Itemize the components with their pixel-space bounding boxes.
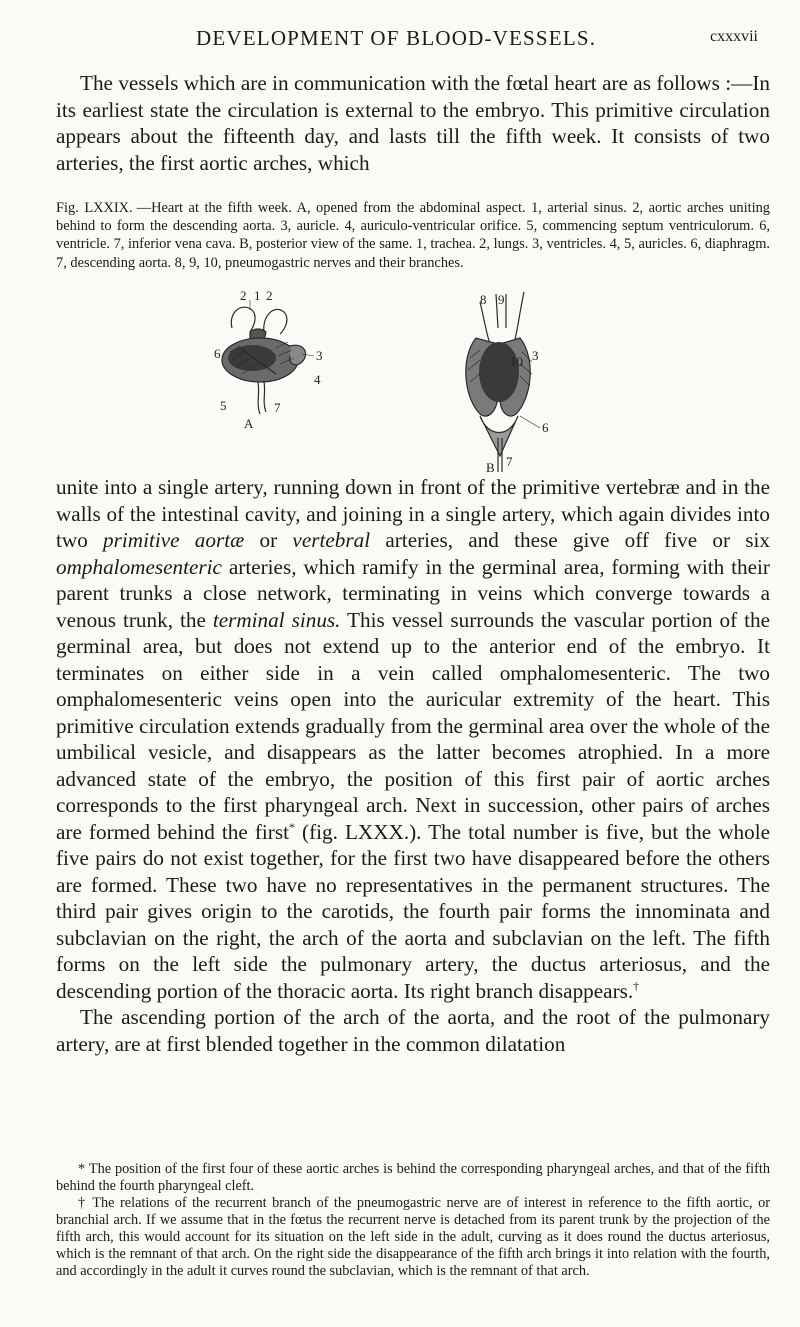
nerve-line-left (480, 302, 490, 344)
footnote-ref: † (633, 978, 640, 993)
running-head (0, 26, 800, 52)
heart-figure-a (222, 300, 314, 414)
lungs-shading (479, 342, 519, 402)
diaphragm-shape (480, 416, 518, 456)
text-run: This vessel surrounds the vascular portion of the germinal area, but does not extend up to the anterior end of the embryo. It terminates on either side in a vein called omphalomesenteric. The two omphalomesenteric veins open into the auricular extremity of the heart. This primitive circulation extends gradually from the germinal area over the whole of the umbilical vesicle, and disappears as the latter becomes atrophied. In a more advanced state of the embryo, the position of this first pair of aortic arches corresponds to the first pharyngeal arch. Next in succession, other pairs of arches are formed behind the first (56, 607, 770, 844)
footnotes (56, 1161, 770, 1280)
figure-caption-id: Fig. LXXIX. (56, 200, 133, 216)
figure-caption (56, 199, 770, 272)
label-b-10: 10 (510, 354, 523, 369)
heart-illustration (180, 288, 620, 474)
leader-6 (520, 416, 540, 428)
italic-term: omphalomesenteric (56, 554, 222, 579)
label-a-3: 3 (316, 348, 323, 363)
label-a-6: 6 (214, 346, 221, 361)
text-run: unite into a single artery, running down in front of the primitive vertebræ and in the walls of the intestinal cavity, and joining in a single artery, which again divides into two (56, 475, 770, 552)
paragraph-final-text: The ascending portion of the arch of the aorta, and the root of the pulmonary artery, are at first blended together in the common dilatation (56, 1005, 770, 1056)
label-a-letter: A (244, 416, 254, 431)
label-a-7: 7 (274, 400, 281, 415)
aortic-arch-left (231, 307, 255, 332)
paragraph-main-text (56, 474, 770, 1004)
aortic-arch-right (264, 309, 287, 334)
text-run: or (244, 528, 293, 552)
heart-figure-b (466, 292, 540, 472)
vena-cava (258, 382, 266, 414)
auricle-shape (290, 345, 306, 365)
nerve-line-right (514, 292, 524, 344)
label-b-9: 9 (498, 292, 505, 307)
label-b-6: 6 (542, 420, 549, 435)
text-run: arteries, which ramify in the germinal area, forming with their parent trunks a close network, terminating in veins which converge towards a venous trunk, the (56, 554, 770, 632)
label-a-2a: 2 (240, 288, 247, 303)
footnote-ref: * (288, 819, 295, 834)
label-a-2b: 2 (266, 288, 273, 303)
label-a-4: 4 (314, 372, 321, 387)
paragraph-intro-text: The vessels which are in communication with the fœtal heart are as follows :—In its earliest state the circulation is external to the embryo. This primitive circulation appears about the fifteenth day, and lasts till the fifth week. It consists of two arteries, the first aortic arches, which (56, 71, 770, 175)
running-title: DEVELOPMENT OF BLOOD-VESSELS. (196, 26, 597, 50)
italic-term: primitive aortæ (103, 528, 245, 552)
italic-term: vertebral (292, 528, 371, 552)
label-b-3: 3 (532, 348, 539, 363)
paragraph-intro (56, 70, 770, 176)
label-b-letter: B (486, 460, 495, 474)
figure-caption-text: —Heart at the fifth week. A, opened from the abdominal aspect. 1, arterial sinus. 2, aortic arches uniting behind to form the descending aorta. 3, auricle. 4, auriculo-ventricular orifice. 5, commencing septum ventriculorum. 6, ventricle. 7, inferior vena cava. B, posterior view of the same. 1, trachea. 2, lungs. 3, ventricles. 4, 5, auricles. 6, diaphragm. 7, descending aorta. 8, 9, 10, pneumogastric nerves and their branches. (56, 200, 771, 271)
footnote-1: * The position of the first four of these aortic arches is behind the corresponding pharyngeal arches, and that of the fifth behind the fourth pharyngeal cleft. (56, 1161, 770, 1194)
text-run: (fig. LXXX.). The total number is five, but the whole five pairs do not exist together, for the first two have disappeared before the others are formed. These two have no representatives in the permanent structures. The third pair gives origin to the carotids, the fourth pair forms the innominata and subclavian on the right, the arch of the aorta and subclavian on the left. The fifth forms on the left side the pulmonary artery, the ductus arteriosus, and the descending portion of the thoracic aorta. Its right branch disappears. (56, 819, 770, 1003)
text-run: arteries, and these give off five or six (370, 528, 771, 552)
footnote-2: † The relations of the recurrent branch of the pneumogastric nerve are of interest in reference to the fifth aortic, or branchial arch. If we assume that in the fœtus the recurrent nerve is detached from its parent trunk by the projection of the fifth arch, this would account for its situation on the left side in the adult, curving as it does round the ductus arteriosus, which is the remnant of that arch. On the right side the disappearance of the fifth arch brings it into relation with the fourth, and accordingly in the adult it curves round the subclavian, which is the remnant of that arch. (56, 1195, 770, 1279)
heart-figure (180, 288, 620, 474)
label-a-1: 1 (254, 288, 261, 303)
page-number: cxxxvii (710, 28, 758, 45)
label-b-8: 8 (480, 292, 487, 307)
label-b-7: 7 (506, 454, 513, 469)
label-a-5: 5 (220, 398, 227, 413)
italic-term: terminal sinus. (212, 607, 341, 632)
paragraph-main (56, 474, 770, 1057)
